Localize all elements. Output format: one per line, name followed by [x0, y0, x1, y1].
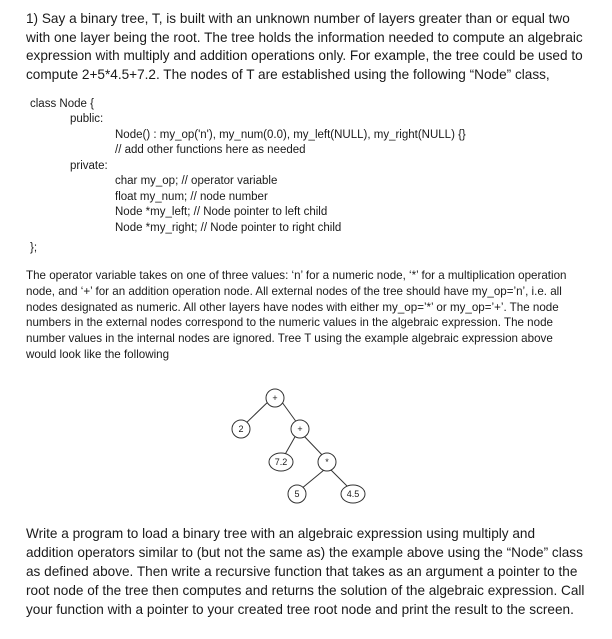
- code-private-label: private:: [70, 160, 108, 172]
- tree-node-left-leaf: [232, 420, 250, 438]
- code-member-right: Node *my_right; // Node pointer to right child: [115, 222, 342, 234]
- code-member-left: Node *my_left; // Node pointer to left child: [115, 206, 328, 218]
- tree-node-5: [288, 485, 306, 503]
- tree-node-mult: [318, 453, 336, 471]
- tree-node-45-label: 4.5: [346, 489, 360, 499]
- operator-explanation: The operator variable takes on one of three values: ‘n’ for a numeric node, ‘*’ for a multiplication operation node, and ‘+’ for an addition operation node. All external nodes of the tree should have my_op=’n’, i.e. all nodes designated as numeric. All other layers have nodes with either my_op=’*’ or my_op=’+’. The node numbers in the external nodes correspond to the numeric values in the algebraic expression. The node number values in the internal nodes are ignored. Tree T using the example algebraic expression above would look like the following: [26, 269, 567, 361]
- code-public-label: public:: [70, 113, 104, 125]
- tree-node-45: [341, 485, 365, 503]
- code-public-comment: // add other functions here as needed: [115, 144, 306, 156]
- tree-node-72: [269, 453, 293, 471]
- tree-node-inner-plus: [291, 420, 309, 438]
- edge-mult-5: [301, 470, 324, 489]
- code-class-decl: class Node {: [30, 98, 94, 110]
- tree-node-inner-plus-label: +: [297, 424, 303, 434]
- tree-node-left-leaf-label: 2: [238, 424, 244, 434]
- code-constructor: Node() : my_op('n'), my_num(0.0), my_left(NULL), my_right(NULL) {}: [115, 129, 466, 141]
- tree-node-root: [266, 389, 284, 407]
- task-description: Write a program to load a binary tree with an algebraic expression using multiply and addition operators similar to (but not the same as) the example above using the “Node” class as defined above. Then write a recursive function that takes as an argument a pointer to the root node of the tree then computes and returns the solution of the algebraic expression. Call your function with a pointer to your created tree root node and print the result to the screen.: [26, 526, 585, 617]
- code-class-end: };: [30, 242, 38, 254]
- code-member-op: char my_op; // operator variable: [115, 175, 278, 187]
- tree-node-72-label: 7.2: [274, 457, 288, 467]
- code-member-num: float my_num; // node number: [115, 191, 268, 203]
- problem-intro: 1) Say a binary tree, T, is built with an unknown number of layers greater than or equal two with one layer being the root. The tree holds the information needed to compute an algebraic expression with multiply and addition operations only. For example, the tree could be used to compute 2+5*4.5+7.2. The nodes of T are established using the following “Node” class,: [26, 11, 583, 82]
- tree-node-5-label: 5: [294, 489, 300, 499]
- tree-node-mult-label: *: [325, 457, 329, 467]
- tree-node-root-label: +: [272, 393, 278, 403]
